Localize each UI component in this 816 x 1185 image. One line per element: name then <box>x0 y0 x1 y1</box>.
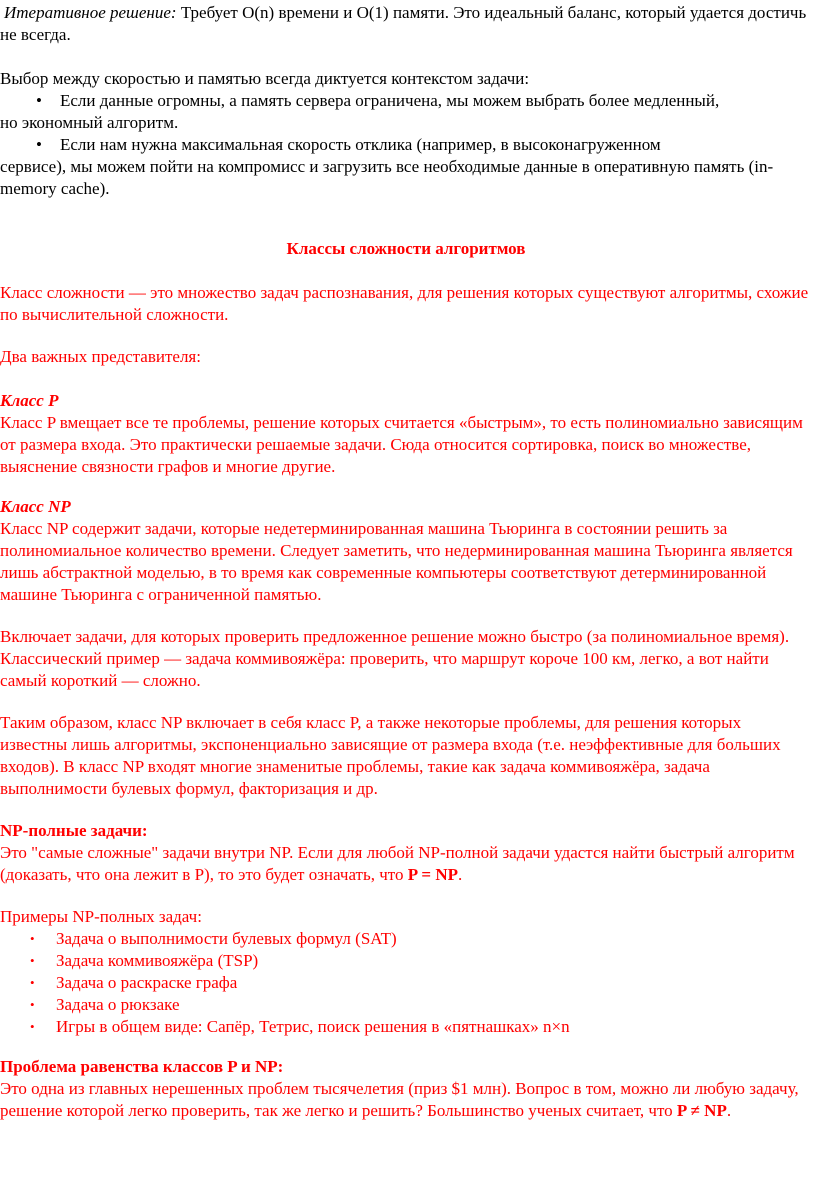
class-p-title: Класс P <box>0 391 59 410</box>
list-item: • Задача коммивояжёра (TSP) <box>30 951 259 970</box>
bullet-dot-icon: • <box>30 975 35 990</box>
intro-bullet-2 <box>0 134 812 200</box>
np-summary-paragraph: Таким образом, класс NP включает в себя класс P, а также некоторые проблемы, для решения которых известны лишь алгоритмы, экспоненциально зависящие от размера входа (т.е. неэффективные для больших входов). В класс NP входят многие знаменитые проблемы, такие как задача коммивояжёра, задача выполнимости булевых формул, факторизация и др. <box>0 713 781 798</box>
bullet-dot-icon: • <box>30 953 35 968</box>
list-item: • Задача о выполнимости булевых формул (SAT) <box>30 929 397 948</box>
intro-bullet-1-first: Если данные огромны, а память сервера ограничена, мы можем выбрать более медленный, <box>60 91 720 110</box>
definition-paragraph: Класс сложности — это множество задач распознавания, для решения которых существуют алгоритмы, схожие по вычислительной сложности. <box>0 283 809 324</box>
class-p-text: Класс P вмещает все те проблемы, решение которых считается «быстрым», то есть полиномиально зависящим от размера входа. Это практически решаемые задачи. Сюда относится сортировка, поиск во множестве, выяснение связности графов и многие другие. <box>0 413 803 476</box>
examples-label: Примеры NP-полных задач: <box>0 907 202 926</box>
iterative-label: Итеративное решение: <box>4 3 177 22</box>
class-np-title: Класс NP <box>0 497 71 516</box>
pnp-end: . <box>726 1101 732 1120</box>
pnp-title: Проблема равенства классов P и NP: <box>0 1057 284 1076</box>
npc-paragraph <box>0 842 812 886</box>
intro-bullet-1-rest: но экономный алгоритм. <box>0 113 179 132</box>
pnp-text: Это одна из главных нерешенных проблем тысячелетия (приз $1 млн). Вопрос в том, можно ли любую задачу, решение которой легко проверить, так же легко и решить? Большинство ученых считает, что <box>0 1079 799 1120</box>
section-heading: Классы сложности алгоритмов <box>286 239 526 258</box>
pnp-paragraph <box>0 1078 812 1122</box>
list-item: • Задача о рюкзаке <box>30 995 180 1014</box>
intro-bullet-2-first: Если нам нужна максимальная скорость отклика (например, в высоконагруженном <box>60 135 661 154</box>
list-item: • Игры в общем виде: Сапёр, Тетрис, поиск решения в «пятнашках» n×n <box>30 1017 570 1036</box>
list-item: • Задача о раскраске графа <box>30 973 238 992</box>
intro-bullet-2-rest: сервисе), мы можем пойти на компромисс и загрузить все необходимые данные в оперативную память (in-memory cache). <box>0 157 774 198</box>
np-includes-paragraph: Включает задачи, для которых проверить предложенное решение можно быстро (за полиномиальное время). Классический пример — задача коммивояжёра: проверить, что маршрут короче 100 км, легко, а вот найти самый короткий — сложно. <box>0 627 790 690</box>
bullet-dot-icon: • <box>30 1019 35 1034</box>
intro-bullet-1 <box>0 90 812 134</box>
bullet-dot-icon: • <box>36 135 42 154</box>
two-reps-paragraph: Два важных представителя: <box>0 347 201 366</box>
examples-list <box>0 928 812 1038</box>
npc-title: NP-полные задачи: <box>0 821 148 840</box>
bullet-dot-icon: • <box>30 997 35 1012</box>
iterative-paragraph <box>0 2 812 46</box>
bullet-dot-icon: • <box>36 91 42 110</box>
npc-end: . <box>458 865 463 884</box>
class-np-text: Класс NP содержит задачи, которые недетерминированная машина Тьюринга в состоянии решить за полиномиальное количество времени. Следует заметить, что недерминированная машина Тьюринга является лишь абстрактной моделью, в то время как современные компьютеры соответствуют детерминированной машине Тьюринга с ограниченной памятью. <box>0 519 793 604</box>
iterative-text: Требует O(n) времени и O(1) памяти. Это идеальный баланс, который удается достичь не всегда. <box>0 3 807 44</box>
bullet-dot-icon: • <box>30 931 35 946</box>
npc-equation: P = NP <box>407 865 459 884</box>
npc-text: Это "самые сложные" задачи внутри NP. Если для любой NP-полной задачи удастся найти быстрый алгоритм (доказать, что она лежит в P), то это будет означать, что <box>0 843 795 884</box>
choice-paragraph: Выбор между скоростью и памятью всегда диктуется контекстом задачи: <box>0 69 530 88</box>
pnp-inequality: P ≠ NP <box>676 1101 727 1120</box>
